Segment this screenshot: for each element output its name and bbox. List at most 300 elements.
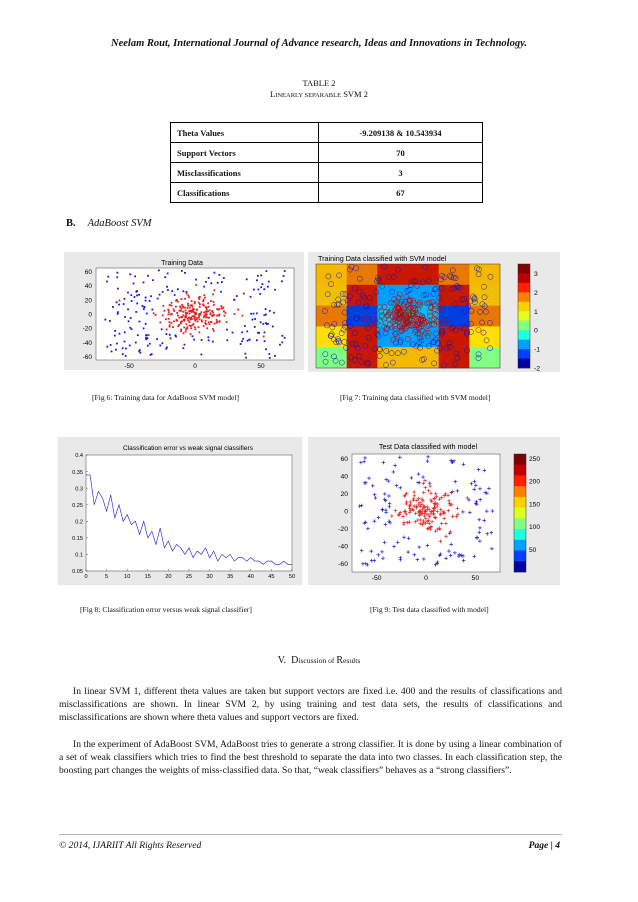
colorbar-segment xyxy=(514,518,526,529)
data-point xyxy=(149,300,151,302)
data-point xyxy=(212,312,214,314)
data-point xyxy=(123,303,125,305)
data-point xyxy=(243,293,245,295)
data-point xyxy=(256,312,258,314)
footer-copyright: © 2014, IJARIIT All Rights Reserved xyxy=(59,840,202,851)
data-point xyxy=(195,279,197,281)
data-point xyxy=(124,316,126,318)
data-point xyxy=(284,337,286,339)
colorbar-tick-label: 250 xyxy=(529,456,541,464)
y-tick-label: 20 xyxy=(340,490,348,498)
fig8-title: Classification error vs weak signal classifiers xyxy=(122,445,254,452)
data-point xyxy=(168,318,170,320)
data-point xyxy=(207,302,209,304)
y-tick-label: 40 xyxy=(340,473,348,481)
data-point xyxy=(274,289,276,291)
fig8-caption: [Fig 8: Classification error versus weak signal classifier] xyxy=(80,605,252,614)
data-point xyxy=(225,312,227,314)
data-point xyxy=(196,309,198,311)
heatmap-cell xyxy=(316,264,347,285)
data-point xyxy=(119,333,121,335)
data-point xyxy=(177,315,179,317)
data-point xyxy=(110,344,112,346)
data-point xyxy=(114,335,116,337)
table-row xyxy=(171,143,483,163)
heatmap-cell xyxy=(469,326,500,347)
colorbar-tick-label: 150 xyxy=(529,501,541,509)
colorbar-segment xyxy=(518,283,530,293)
y-tick-label: -40 xyxy=(338,543,348,551)
data-point xyxy=(159,322,161,324)
data-point xyxy=(172,326,174,328)
data-point xyxy=(211,310,213,312)
colorbar-tick-label: 2 xyxy=(534,289,538,297)
data-point xyxy=(151,309,153,311)
data-point xyxy=(122,353,124,355)
y-tick-label: 0.15 xyxy=(72,536,83,543)
data-point xyxy=(237,309,239,311)
data-point xyxy=(214,323,216,325)
data-point xyxy=(142,305,144,307)
colorbar-segment xyxy=(518,311,530,321)
data-point xyxy=(124,331,126,333)
data-point xyxy=(192,308,194,310)
data-point xyxy=(150,354,152,356)
data-point xyxy=(187,307,189,309)
data-point xyxy=(138,294,140,296)
data-point xyxy=(262,283,264,285)
data-point xyxy=(212,314,214,316)
data-point xyxy=(174,335,176,337)
data-point xyxy=(212,293,214,295)
data-point xyxy=(169,334,171,336)
table-cell: Theta Values xyxy=(171,123,319,143)
data-point xyxy=(192,315,194,317)
data-point xyxy=(214,289,216,291)
data-point xyxy=(208,321,210,323)
data-point xyxy=(256,339,258,341)
data-point xyxy=(232,332,234,334)
data-point xyxy=(129,345,131,347)
data-point xyxy=(187,294,189,296)
data-point xyxy=(205,313,207,315)
data-point xyxy=(207,336,209,338)
data-point xyxy=(258,332,260,334)
data-point xyxy=(189,319,191,321)
data-point xyxy=(182,347,184,349)
data-point xyxy=(169,304,171,306)
colorbar-segment xyxy=(518,359,530,369)
data-point xyxy=(192,310,194,312)
data-point xyxy=(199,318,201,320)
data-point xyxy=(218,315,220,317)
data-point xyxy=(149,343,151,345)
data-point xyxy=(159,294,161,296)
data-point xyxy=(207,317,209,319)
data-point xyxy=(146,335,148,337)
data-point xyxy=(168,321,170,323)
colorbar-tick-label: -2 xyxy=(534,365,541,372)
data-point xyxy=(130,317,132,319)
data-point xyxy=(195,284,197,286)
data-point xyxy=(173,320,175,322)
data-point xyxy=(200,311,202,313)
table-caption-number: TABLE 2 xyxy=(302,78,336,88)
data-point xyxy=(147,345,149,347)
colorbar-segment xyxy=(514,540,526,551)
data-point xyxy=(192,335,194,337)
data-point xyxy=(166,329,168,331)
y-tick-label: 0.1 xyxy=(75,552,83,559)
data-point xyxy=(129,327,131,329)
y-tick-label: 0.3 xyxy=(75,486,83,493)
data-point xyxy=(269,357,271,359)
footer-page-number: Page | 4 xyxy=(528,840,560,851)
data-point xyxy=(177,301,179,303)
data-point xyxy=(259,293,261,295)
data-point xyxy=(155,314,157,316)
data-point xyxy=(283,275,285,277)
data-point xyxy=(186,328,188,330)
x-tick-label: 50 xyxy=(288,574,296,580)
y-tick-label: -60 xyxy=(338,560,348,568)
data-point xyxy=(199,306,201,308)
data-point xyxy=(111,351,113,353)
data-point xyxy=(190,333,192,335)
y-tick-label: -20 xyxy=(82,325,92,333)
data-point xyxy=(189,307,191,309)
data-point xyxy=(185,310,187,312)
data-point xyxy=(213,304,215,306)
table-cell: 70 xyxy=(319,143,483,163)
data-point xyxy=(189,321,191,323)
data-point xyxy=(284,270,286,272)
data-point xyxy=(144,306,146,308)
colorbar-segment xyxy=(514,551,526,562)
data-point xyxy=(201,339,203,341)
data-point xyxy=(150,295,152,297)
table-cell: Misclassifications xyxy=(171,163,319,183)
x-tick-label: 0 xyxy=(84,574,88,580)
data-point xyxy=(174,294,176,296)
data-point xyxy=(179,306,181,308)
data-point xyxy=(250,296,252,298)
data-point xyxy=(171,313,173,315)
data-point xyxy=(257,275,259,277)
data-point xyxy=(162,314,164,316)
data-point xyxy=(180,329,182,331)
x-tick-label: 50 xyxy=(257,363,265,370)
data-point xyxy=(114,330,116,332)
fig9-caption: [Fig 9: Test data classified with model] xyxy=(370,605,489,614)
data-point xyxy=(167,289,169,291)
data-point xyxy=(145,338,147,340)
x-tick-label: 10 xyxy=(124,574,131,580)
data-point xyxy=(187,305,189,307)
data-point xyxy=(145,300,147,302)
data-point xyxy=(245,357,247,359)
fig7-svm-classified-plot xyxy=(308,252,560,372)
data-point xyxy=(147,275,149,277)
data-point xyxy=(106,281,108,283)
data-point xyxy=(202,300,204,302)
data-point xyxy=(131,300,133,302)
heatmap-cell xyxy=(439,347,470,368)
data-point xyxy=(210,300,212,302)
table-row xyxy=(171,183,483,203)
data-point xyxy=(260,274,262,276)
data-point xyxy=(187,318,189,320)
data-point xyxy=(164,276,166,278)
colorbar-segment xyxy=(514,454,526,465)
data-point xyxy=(135,342,137,344)
data-point xyxy=(218,309,220,311)
data-point xyxy=(168,311,170,313)
data-point xyxy=(205,317,207,319)
data-point xyxy=(159,345,161,347)
data-point xyxy=(213,330,215,332)
x-tick-label: 20 xyxy=(165,574,172,580)
data-point xyxy=(193,339,195,341)
data-point xyxy=(156,338,158,340)
data-point xyxy=(205,306,207,308)
y-tick-label: -40 xyxy=(82,339,92,347)
data-point xyxy=(192,324,194,326)
data-point xyxy=(203,305,205,307)
data-point xyxy=(265,270,267,272)
colorbar-segment xyxy=(514,561,526,572)
data-point xyxy=(180,308,182,310)
data-point xyxy=(264,340,266,342)
x-tick-label: 15 xyxy=(144,574,151,580)
data-point xyxy=(205,323,207,325)
colorbar-tick-label: 100 xyxy=(529,524,541,532)
x-tick-label: 30 xyxy=(206,574,213,580)
data-point xyxy=(274,355,276,357)
data-point xyxy=(241,340,243,342)
data-point xyxy=(186,291,188,293)
data-point xyxy=(265,308,267,310)
data-point xyxy=(134,296,136,298)
data-point xyxy=(249,339,251,341)
data-point xyxy=(267,286,269,288)
colorbar-segment xyxy=(518,302,530,312)
heatmap-cell xyxy=(439,264,470,285)
data-point xyxy=(198,316,200,318)
data-point xyxy=(183,319,185,321)
data-point xyxy=(226,339,228,341)
table-cell: Classifications xyxy=(171,183,319,203)
data-point xyxy=(182,307,184,309)
data-point xyxy=(125,355,127,357)
data-point xyxy=(135,311,137,313)
colorbar-tick-label: 0 xyxy=(534,327,538,335)
data-point xyxy=(175,306,177,308)
colorbar-tick-label: -1 xyxy=(534,346,541,354)
x-tick-label: 35 xyxy=(227,574,234,580)
colorbar-tick-label: 1 xyxy=(534,308,538,316)
y-tick-label: 0.25 xyxy=(72,502,83,509)
data-point xyxy=(226,329,228,331)
data-point xyxy=(220,291,222,293)
data-point xyxy=(264,331,266,333)
heatmap-cell xyxy=(469,347,500,368)
y-tick-label: 40 xyxy=(84,283,92,291)
colorbar-segment xyxy=(518,264,530,274)
data-point xyxy=(203,316,205,318)
data-point xyxy=(198,302,200,304)
table-cell: -9.209138 & 10.543934 xyxy=(319,123,483,143)
data-point xyxy=(224,315,226,317)
y-tick-label: 0 xyxy=(88,311,92,319)
data-point xyxy=(109,320,111,322)
data-point xyxy=(246,278,248,280)
colorbar-segment xyxy=(518,340,530,350)
data-point xyxy=(234,313,236,315)
data-point xyxy=(169,324,171,326)
y-tick-label: 0.2 xyxy=(75,519,83,526)
data-point xyxy=(143,281,145,283)
data-point xyxy=(241,331,243,333)
data-point xyxy=(194,328,196,330)
table-cell: Support Vectors xyxy=(171,143,319,163)
x-tick-label: -50 xyxy=(124,363,134,370)
data-point xyxy=(176,320,178,322)
data-point xyxy=(158,269,160,271)
data-point xyxy=(268,281,270,283)
fig9-title: Test Data classified with model xyxy=(378,442,478,451)
data-point xyxy=(247,340,249,342)
data-point xyxy=(244,353,246,355)
data-point xyxy=(164,310,166,312)
data-point xyxy=(184,298,186,300)
data-point xyxy=(143,308,145,310)
heatmap-cell xyxy=(347,326,378,347)
data-point xyxy=(185,331,187,333)
table-cell: 67 xyxy=(319,183,483,203)
data-point xyxy=(209,313,211,315)
data-point xyxy=(182,314,184,316)
data-point xyxy=(122,347,124,349)
heatmap-cell xyxy=(469,264,500,285)
colorbar-segment xyxy=(514,529,526,540)
data-point xyxy=(242,315,244,317)
data-point xyxy=(198,313,200,315)
colorbar-segment xyxy=(514,486,526,497)
data-point xyxy=(162,291,164,293)
data-point xyxy=(265,314,267,316)
data-point xyxy=(167,314,169,316)
data-point xyxy=(161,342,163,344)
data-point xyxy=(240,343,242,345)
data-point xyxy=(208,339,210,341)
svm-results-table xyxy=(170,122,483,203)
data-point xyxy=(253,313,255,315)
x-tick-label: 40 xyxy=(247,574,254,580)
x-tick-label: -50 xyxy=(371,575,382,582)
data-point xyxy=(205,281,207,283)
data-point xyxy=(181,316,183,318)
footer-divider xyxy=(59,834,562,835)
data-point xyxy=(117,272,119,274)
data-point xyxy=(213,301,215,303)
fig7-caption: [Fig 7: Training data classified with SVM model] xyxy=(340,393,491,402)
table-row xyxy=(171,163,483,183)
data-point xyxy=(125,348,127,350)
heatmap-cell xyxy=(347,285,378,306)
data-point xyxy=(106,346,108,348)
data-point xyxy=(182,311,184,313)
data-point xyxy=(203,325,205,327)
data-point xyxy=(180,310,182,312)
colorbar-segment xyxy=(518,292,530,302)
fig6-title: Training Data xyxy=(161,260,203,267)
data-point xyxy=(145,323,147,325)
data-point xyxy=(226,321,228,323)
data-point xyxy=(145,297,147,299)
data-point xyxy=(166,333,168,335)
data-point xyxy=(182,290,184,292)
data-point xyxy=(184,307,186,309)
data-point xyxy=(186,323,188,325)
data-point xyxy=(187,303,189,305)
y-tick-label: 0.35 xyxy=(72,469,83,476)
data-point xyxy=(186,312,188,314)
data-point xyxy=(196,318,198,320)
data-point xyxy=(166,347,168,349)
data-point xyxy=(115,349,117,351)
data-point xyxy=(130,294,132,296)
data-point xyxy=(190,325,192,327)
data-point xyxy=(119,300,121,302)
data-point xyxy=(117,288,119,290)
data-point xyxy=(212,328,214,330)
data-point xyxy=(273,312,275,314)
data-point xyxy=(136,303,138,305)
data-point xyxy=(157,298,159,300)
x-tick-label: 45 xyxy=(268,574,275,580)
data-point xyxy=(116,276,118,278)
data-point xyxy=(191,305,193,307)
data-point xyxy=(112,306,114,308)
y-tick-label: -60 xyxy=(82,353,92,361)
data-point xyxy=(191,318,193,320)
data-point xyxy=(281,280,283,282)
data-point xyxy=(242,338,244,340)
data-point xyxy=(180,330,182,332)
data-point xyxy=(166,286,168,288)
colorbar-segment xyxy=(518,273,530,283)
data-point xyxy=(188,310,190,312)
x-tick-label: 0 xyxy=(424,575,428,582)
y-tick-label: -20 xyxy=(338,525,348,533)
data-point xyxy=(127,292,129,294)
colorbar-tick-label: 50 xyxy=(529,546,537,554)
data-point xyxy=(203,299,205,301)
data-point xyxy=(117,311,119,313)
data-point xyxy=(177,325,179,327)
data-point xyxy=(209,309,211,311)
data-point xyxy=(195,313,197,315)
data-point xyxy=(171,302,173,304)
y-tick-label: 60 xyxy=(84,269,92,277)
data-point xyxy=(176,312,178,314)
data-point xyxy=(205,320,207,322)
data-point xyxy=(209,323,211,325)
data-point xyxy=(254,318,256,320)
data-point xyxy=(206,327,208,329)
colorbar-tick-label: 200 xyxy=(529,478,541,486)
